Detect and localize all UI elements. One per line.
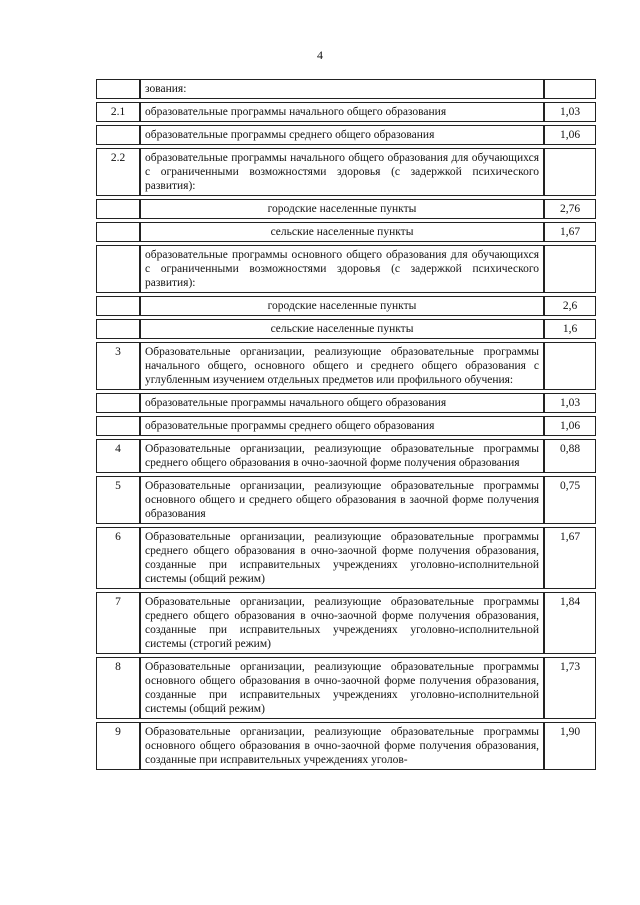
row-number: [96, 296, 140, 316]
row-number: [96, 79, 140, 99]
row-description: сельские населенные пункты: [140, 222, 544, 242]
row-description: образовательные программы основного общего образования для обучающихся с ограниченными возможностями здоровья (с задержкой психического развития):: [140, 245, 544, 293]
row-description: городские населенные пункты: [140, 296, 544, 316]
row-number: 2.1: [96, 102, 140, 122]
row-description: Образовательные организации, реализующие образовательные программы основного общего образования в очно-заочной форме получения образования, созданные при исправительных учреждениях уголовно-исполнительной системы (общий режим): [140, 657, 544, 719]
table-row: [96, 319, 596, 339]
row-description: Образовательные организации, реализующие образовательные программы среднего общего образования в очно-заочной форме получения образования, созданные при исправительных учреждениях уголовно-исполнительной системы (строгий режим): [140, 592, 544, 654]
row-coefficient: 1,06: [544, 416, 596, 436]
table-row: [96, 102, 596, 122]
row-coefficient: 1,73: [544, 657, 596, 719]
table-row: [96, 722, 596, 770]
row-coefficient: 1,06: [544, 125, 596, 145]
row-coefficient: 2,6: [544, 296, 596, 316]
row-coefficient: [544, 148, 596, 196]
row-number: 8: [96, 657, 140, 719]
row-coefficient: 1,67: [544, 527, 596, 589]
row-number: 7: [96, 592, 140, 654]
table-row: [96, 148, 596, 196]
row-number: 5: [96, 476, 140, 524]
row-number: 2.2: [96, 148, 140, 196]
table-row: [96, 527, 596, 589]
row-coefficient: 0,75: [544, 476, 596, 524]
row-number: 3: [96, 342, 140, 390]
table-row: [96, 657, 596, 719]
table-row: [96, 439, 596, 473]
table-row: [96, 342, 596, 390]
row-coefficient: [544, 245, 596, 293]
row-coefficient: 2,76: [544, 199, 596, 219]
table-row: [96, 296, 596, 316]
table-row: [96, 222, 596, 242]
table-row: [96, 592, 596, 654]
row-number: [96, 199, 140, 219]
row-coefficient: 1,84: [544, 592, 596, 654]
table-row: [96, 416, 596, 436]
row-number: 9: [96, 722, 140, 770]
row-number: [96, 319, 140, 339]
row-coefficient: 1,90: [544, 722, 596, 770]
row-description: образовательные программы среднего общего образования: [140, 125, 544, 145]
row-description: образовательные программы начального общего образования: [140, 102, 544, 122]
row-description: образовательные программы начального общего образования: [140, 393, 544, 413]
coefficients-table: [96, 76, 596, 773]
row-number: [96, 416, 140, 436]
row-coefficient: 1,03: [544, 393, 596, 413]
row-coefficient: [544, 79, 596, 99]
table-row: [96, 79, 596, 99]
row-coefficient: 0,88: [544, 439, 596, 473]
table-body: [96, 79, 596, 770]
row-description: городские населенные пункты: [140, 199, 544, 219]
table-row: [96, 199, 596, 219]
table-row: [96, 245, 596, 293]
table-row: [96, 393, 596, 413]
table-row: [96, 125, 596, 145]
row-description: образовательные программы среднего общего образования: [140, 416, 544, 436]
row-number: [96, 222, 140, 242]
row-number: [96, 125, 140, 145]
row-number: [96, 393, 140, 413]
table-row: [96, 476, 596, 524]
row-description: сельские населенные пункты: [140, 319, 544, 339]
row-description: Образовательные организации, реализующие образовательные программы начального общего, основного общего и среднего общего образования с углубленным изучением отдельных предметов или профильного обучения:: [140, 342, 544, 390]
row-number: [96, 245, 140, 293]
row-coefficient: 1,67: [544, 222, 596, 242]
row-description: Образовательные организации, реализующие образовательные программы основного общего образования в очно-заочной форме получения образования, созданные при исправительных учреждениях уголов-: [140, 722, 544, 770]
row-description: образовательные программы начального общего образования для обучающихся с ограниченными возможностями здоровья (с задержкой психического развития):: [140, 148, 544, 196]
row-description: зования:: [140, 79, 544, 99]
row-number: 6: [96, 527, 140, 589]
row-description: Образовательные организации, реализующие образовательные программы основного общего и среднего общего образования в заочной форме получения образования: [140, 476, 544, 524]
row-coefficient: 1,6: [544, 319, 596, 339]
page-number: 4: [317, 48, 323, 62]
row-coefficient: [544, 342, 596, 390]
row-number: 4: [96, 439, 140, 473]
row-description: Образовательные организации, реализующие образовательные программы среднего общего образования в очно-заочной форме получения образования: [140, 439, 544, 473]
row-description: Образовательные организации, реализующие образовательные программы среднего общего образования в очно-заочной форме получения образования, созданные при исправительных учреждениях уголовно-исполнительной системы (общий режим): [140, 527, 544, 589]
row-coefficient: 1,03: [544, 102, 596, 122]
